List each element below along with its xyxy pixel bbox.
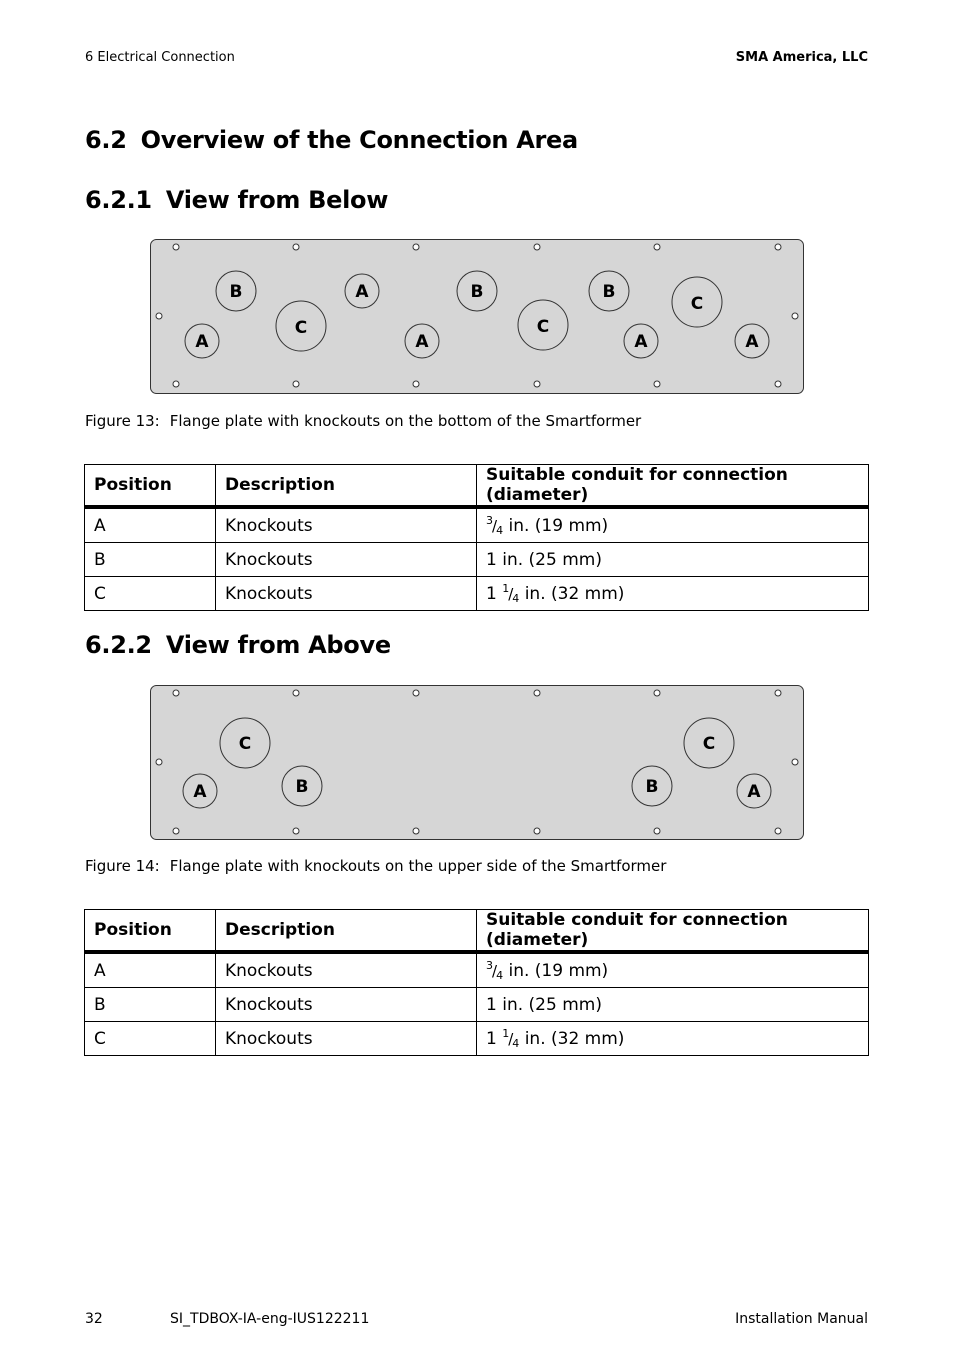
knockout-label: B: [645, 777, 659, 797]
table-row: [85, 1022, 869, 1056]
mounting-hole: [792, 313, 798, 319]
conduit-whole: 1: [486, 584, 497, 604]
figure-number: Figure 13:: [85, 412, 160, 430]
mounting-hole: [293, 381, 299, 387]
column-header: Suitable conduit for connection (diameter): [477, 910, 869, 953]
subsection-heading-view-above: [85, 631, 391, 659]
knockout-label: B: [470, 282, 484, 302]
cell-conduit: [477, 1022, 869, 1056]
flange-plate-bottom-drawing: [150, 239, 804, 394]
cell-conduit: [477, 952, 869, 988]
mounting-hole: [534, 690, 540, 696]
cell-description: Knockouts: [216, 507, 477, 543]
mounting-hole: [173, 828, 179, 834]
table-row: [85, 507, 869, 543]
flange-plate-top-drawing: [150, 685, 804, 840]
figure-caption: [85, 857, 666, 875]
mounting-hole: [413, 381, 419, 387]
fraction-numerator: 1: [502, 582, 510, 595]
column-header: Description: [216, 465, 477, 508]
conduit-size: in. (19 mm): [503, 961, 609, 981]
mounting-hole: [534, 244, 540, 250]
flange-plate-top-figure: [150, 685, 804, 840]
cell-description: Knockouts: [216, 577, 477, 611]
column-header: Suitable conduit for connection (diameter): [477, 465, 869, 508]
cell-description: Knockouts: [216, 1022, 477, 1056]
mounting-hole: [792, 759, 798, 765]
table-header-row: [85, 465, 869, 508]
knockout-label: B: [295, 777, 309, 797]
knockout-label: A: [415, 332, 429, 352]
mounting-hole: [293, 828, 299, 834]
mounting-hole: [413, 828, 419, 834]
mounting-hole: [654, 381, 660, 387]
mounting-hole: [173, 690, 179, 696]
knockout-label: A: [355, 282, 369, 302]
flange-plate-bottom-figure: [150, 239, 804, 394]
figure-caption: [85, 412, 641, 430]
cell-position: A: [85, 507, 216, 543]
conduit-size: in. (32 mm): [519, 584, 625, 604]
mounting-hole: [654, 690, 660, 696]
fraction-denominator: 4: [496, 969, 504, 982]
subsection-number: 6.2.2: [85, 631, 152, 659]
section-number: 6.2: [85, 126, 127, 154]
fraction-numerator: 3: [486, 514, 493, 527]
running-header-section: 6 Electrical Connection: [85, 50, 235, 65]
table-row: [85, 988, 869, 1022]
section-title: Overview of the Connection Area: [140, 126, 578, 154]
knockout-label: B: [229, 282, 243, 302]
fraction-denominator: 4: [496, 524, 504, 537]
fraction: $^3/_4$: [486, 514, 504, 537]
section-heading-overview: [85, 126, 578, 154]
fraction-denominator: 4: [512, 592, 520, 605]
running-header-company: SMA America, LLC: [735, 50, 868, 65]
knockout-label: B: [602, 282, 616, 302]
knockout-label: C: [702, 734, 716, 754]
cell-description: Knockouts: [216, 543, 477, 577]
column-header: Description: [216, 910, 477, 953]
knockout-label: A: [747, 782, 761, 802]
table-row: [85, 952, 869, 988]
document-id: SI_TDBOX-IA-eng-IUS122211: [170, 1311, 370, 1327]
cell-description: Knockouts: [216, 952, 477, 988]
fraction: $^1/_4$: [502, 582, 520, 605]
cell-position: B: [85, 988, 216, 1022]
fraction-denominator: 4: [512, 1037, 520, 1050]
column-header: Position: [85, 465, 216, 508]
subsection-heading-view-below: [85, 186, 388, 214]
mounting-hole: [173, 244, 179, 250]
knockout-label: C: [238, 734, 252, 754]
table-row: [85, 543, 869, 577]
cell-conduit: [477, 507, 869, 543]
knockout-label: C: [294, 318, 308, 338]
mounting-hole: [293, 244, 299, 250]
fraction-numerator: 3: [486, 959, 493, 972]
knockout-label: A: [745, 332, 759, 352]
fraction-numerator: 1: [502, 1027, 510, 1040]
knockout-table-above: [84, 909, 869, 1056]
cell-conduit: 1 in. (25 mm): [477, 988, 869, 1022]
figure-caption-text: Flange plate with knockouts on the upper side of the Smartformer: [169, 857, 667, 875]
subsection-title: View from Below: [165, 186, 389, 214]
cell-position: B: [85, 543, 216, 577]
cell-conduit: [477, 577, 869, 611]
mounting-hole: [156, 759, 162, 765]
fraction: $^3/_4$: [486, 959, 504, 982]
mounting-hole: [775, 244, 781, 250]
mounting-hole: [654, 828, 660, 834]
knockout-label: A: [195, 332, 209, 352]
conduit-size: in. (19 mm): [503, 516, 609, 536]
mounting-hole: [534, 828, 540, 834]
cell-conduit: 1 in. (25 mm): [477, 543, 869, 577]
knockout-label: A: [193, 782, 207, 802]
mounting-hole: [775, 381, 781, 387]
knockout-label: C: [690, 294, 704, 314]
figure-number: Figure 14:: [85, 857, 160, 875]
conduit-whole: 1: [486, 1029, 497, 1049]
mounting-hole: [534, 381, 540, 387]
knockout-table-below: [84, 464, 869, 611]
figure-caption-text: Flange plate with knockouts on the bottom of the Smartformer: [169, 412, 642, 430]
mounting-hole: [775, 828, 781, 834]
mounting-hole: [156, 313, 162, 319]
column-header: Position: [85, 910, 216, 953]
page-number: 32: [85, 1311, 103, 1327]
manual-title: Installation Manual: [735, 1311, 868, 1327]
fraction: $^1/_4$: [502, 1027, 520, 1050]
table-row: [85, 577, 869, 611]
subsection-number: 6.2.1: [85, 186, 152, 214]
conduit-size: in. (32 mm): [519, 1029, 625, 1049]
mounting-hole: [775, 690, 781, 696]
cell-description: Knockouts: [216, 988, 477, 1022]
mounting-hole: [293, 690, 299, 696]
mounting-hole: [173, 381, 179, 387]
knockout-label: A: [634, 332, 648, 352]
table-header-row: [85, 910, 869, 953]
mounting-hole: [413, 690, 419, 696]
knockout-label: C: [536, 317, 550, 337]
mounting-hole: [654, 244, 660, 250]
cell-position: A: [85, 952, 216, 988]
cell-position: C: [85, 577, 216, 611]
cell-position: C: [85, 1022, 216, 1056]
mounting-hole: [413, 244, 419, 250]
subsection-title: View from Above: [165, 631, 391, 659]
